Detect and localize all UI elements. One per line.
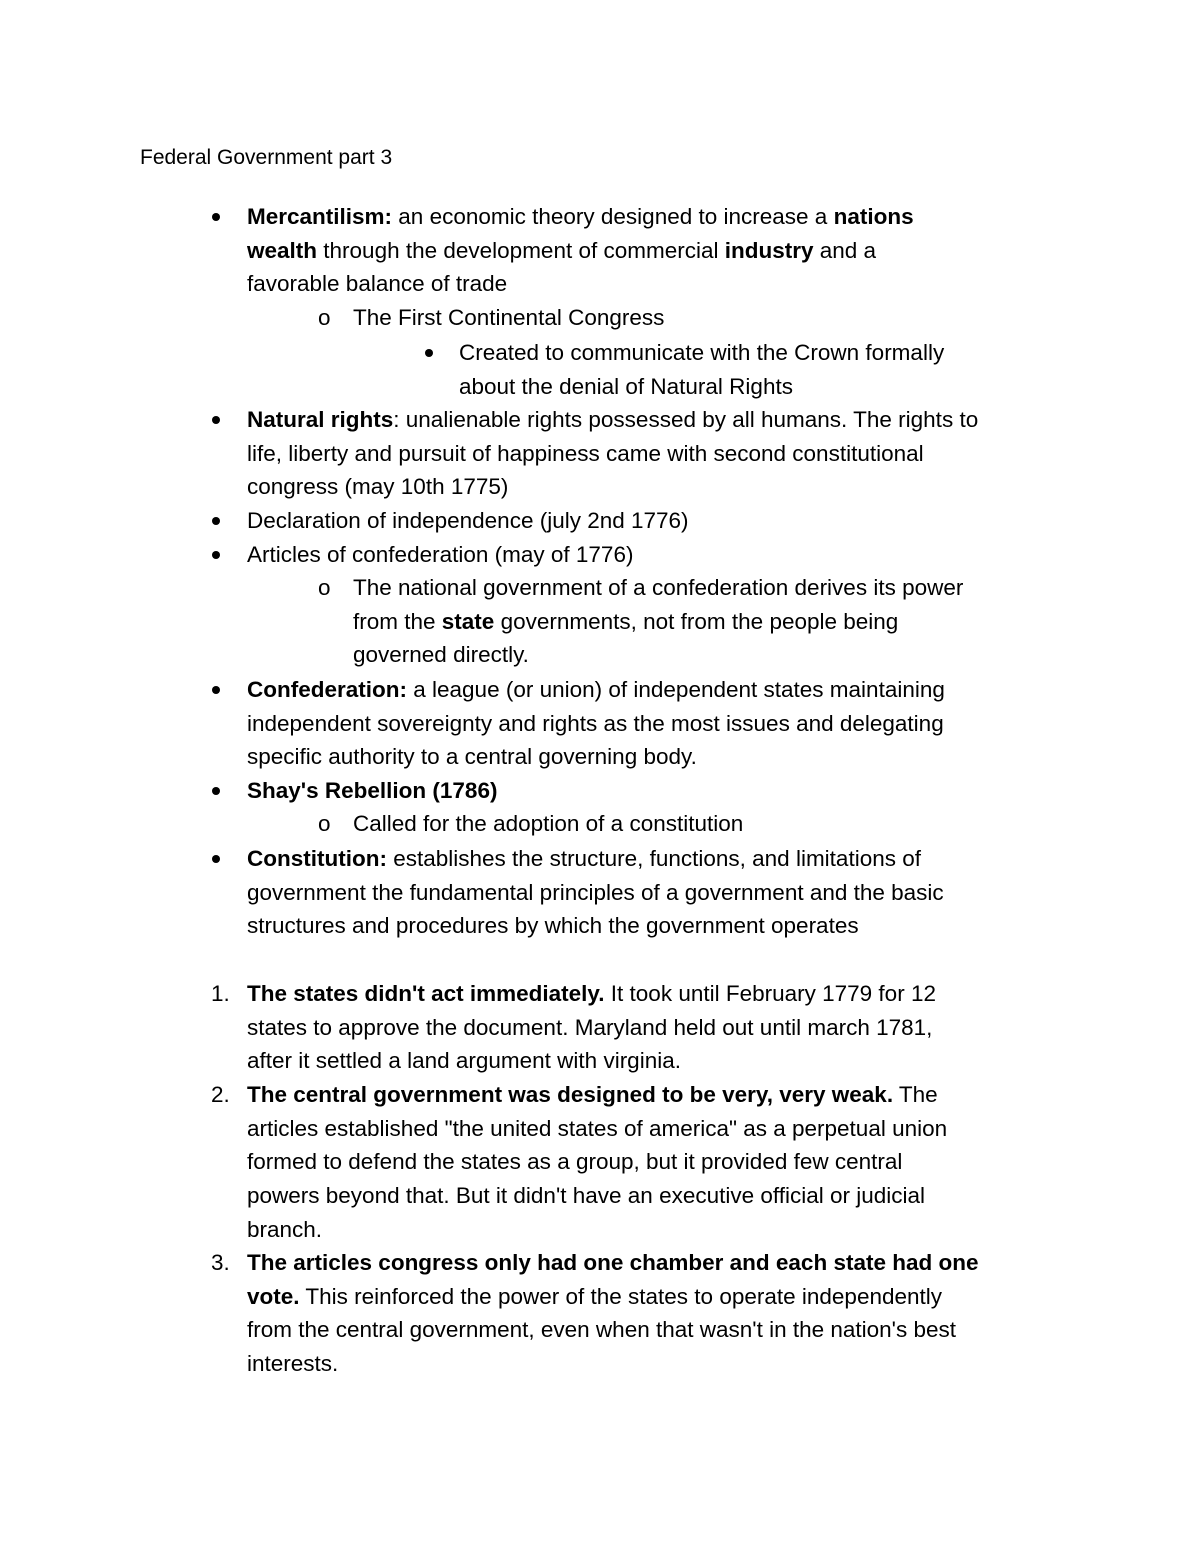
mercantilism-item: Mercantilism: an economic theory designed to increase a nations wealth through the development of commercial industry and a favorable balance of trade <box>247 204 914 297</box>
numbered-item-1: The states didn't act immediately. It took until February 1779 for 12 states to approve the document. Maryland held out until march 1781, after it settled a land argument with virginia. <box>247 981 936 1074</box>
term-label: Constitution: <box>247 846 387 871</box>
term-label: Natural rights <box>247 407 394 432</box>
national-gov-item: The national government of a confederation derives its power from the state governments, not from the people being governed directly. <box>353 575 964 668</box>
confederation-item: Confederation: a league (or union) of independent states maintaining independent sovereignty and rights as the most issues and delegating specific authority to a central governing body. <box>247 677 945 770</box>
document-title: Federal Government part 3 <box>140 146 393 169</box>
bullet-icon <box>212 787 220 795</box>
crown-item: Created to communicate with the Crown formally about the denial of Natural Rights <box>459 340 945 399</box>
circle-bullet-icon: o <box>318 305 331 330</box>
numbered-item-2: The central government was designed to be very, very weak. The articles established "the united states of america" as a perpetual union formed to defend the states as a group, but it provided few central powers beyond that. But it didn't have an executive official or judicial branch. <box>247 1082 948 1242</box>
declaration-item: Declaration of independence (july 2nd 1776) <box>247 508 689 533</box>
list-number: 1. <box>211 981 230 1006</box>
term-label: Mercantilism: <box>247 204 393 229</box>
bullet-icon <box>212 213 220 221</box>
first-congress-item: The First Continental Congress <box>353 305 665 330</box>
shays-item: Shay's Rebellion (1786) <box>247 778 498 803</box>
shays-sub-item: Called for the adoption of a constitution <box>353 811 744 836</box>
articles-item: Articles of confederation (may of 1776) <box>247 542 634 567</box>
bullet-icon <box>212 686 220 694</box>
constitution-item: Constitution: establishes the structure, functions, and limitations of government the fundamental principles of a government and the basic structures and procedures by which the government operates <box>247 846 944 939</box>
circle-bullet-icon: o <box>318 575 331 600</box>
bullet-icon <box>212 551 220 559</box>
bullet-icon <box>212 517 220 525</box>
natural-rights-item: Natural rights: unalienable rights possessed by all humans. The rights to life, liberty and pursuit of happiness came with second constitutional congress (may 10th 1775) <box>247 407 979 500</box>
bullet-icon <box>425 349 433 357</box>
bullet-icon <box>212 855 220 863</box>
numbered-item-3: The articles congress only had one chamber and each state had one vote. This reinforced the power of the states to operate independently from the central government, even when that wasn't in the nation's best interests. <box>247 1250 979 1377</box>
circle-bullet-icon: o <box>318 811 331 836</box>
bullet-icon <box>212 416 220 424</box>
list-number: 2. <box>211 1082 230 1107</box>
term-label: Confederation: <box>247 677 407 702</box>
list-number: 3. <box>211 1250 230 1275</box>
